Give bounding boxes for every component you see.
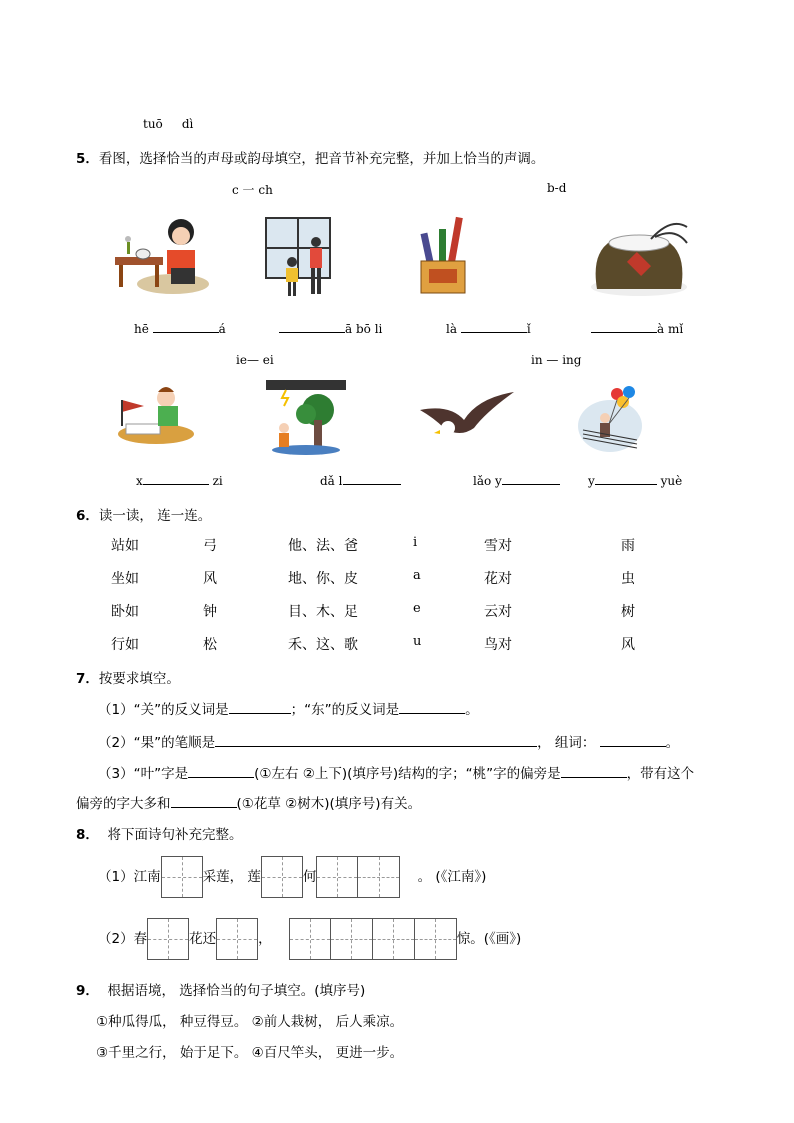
q7-blank-stroke-order[interactable] — [215, 734, 537, 747]
q7-line2-text-a: （2）“果”的笔顺是 — [98, 735, 216, 751]
q5-heading — [76, 147, 544, 167]
q6-col3-item[interactable]: 地、你、皮 — [288, 571, 358, 587]
q7-line2-text-c: 。 — [665, 735, 680, 751]
q6-col4-item[interactable]: i — [413, 535, 418, 550]
q5-hint-in-ing: in — ing — [531, 353, 582, 367]
balloon-music-boy-image — [577, 382, 643, 456]
q8-line2-text-c: ， — [258, 931, 272, 947]
q5-item-4 — [591, 320, 683, 336]
q5-item-3-pre: là — [446, 322, 457, 336]
q6-col1-item[interactable]: 坐如 — [111, 571, 139, 587]
q7-line3-text-b: (①左右 ②上下)(填序号)结构的字；“桃”字的偏旁是 — [254, 766, 561, 782]
q8-number: 8． — [76, 827, 99, 843]
q7-number: 7． — [76, 671, 99, 687]
q5-item-1-pre: hē — [134, 322, 149, 336]
q5-item-5-post: zi — [212, 474, 223, 488]
q7-line3-text-c: ，带有这个 — [626, 766, 695, 782]
tian-grid-row — [316, 856, 400, 898]
q9-number: 9． — [76, 983, 99, 999]
q6-col4-item[interactable]: a — [413, 568, 421, 583]
q5-item-6 — [320, 472, 401, 488]
q6-col2-item[interactable]: 钟 — [203, 604, 217, 620]
q6-col3-item[interactable]: 禾、这、歌 — [288, 637, 358, 653]
q5-item-8-blank[interactable] — [595, 472, 657, 485]
q5-item-3 — [446, 320, 531, 336]
crayons-image — [417, 211, 469, 299]
q6-col6-item[interactable]: 雨 — [621, 538, 635, 554]
q5-number: 5． — [76, 151, 99, 167]
q7-text: 按要求填空。 — [98, 671, 180, 687]
q6-col2-item[interactable]: 弓 — [203, 538, 217, 554]
tian-grid-box[interactable] — [147, 918, 189, 960]
q7-line1-text-c: 。 — [465, 702, 479, 718]
q6-col1-item[interactable]: 行如 — [111, 637, 139, 653]
q7-line1-text-b: ；“东”的反义词是 — [290, 702, 400, 718]
q5-text: 看图，选择恰当的声母或韵母填空，把音节补充完整，并加上恰当的声调。 — [98, 151, 545, 167]
q9-option-line: ①种瓜得瓜， 种豆得豆。 ②前人栽树， 后人乘凉。 — [96, 1014, 404, 1030]
tian-grid-box[interactable] — [316, 856, 358, 898]
rice-sack-image — [589, 217, 691, 299]
q7-line1 — [98, 698, 479, 718]
q7-line4-text-a: 偏旁的字大多和 — [76, 796, 171, 812]
q5-item-4-blank[interactable] — [591, 320, 657, 333]
q8-heading — [76, 823, 243, 843]
q6-col3-item[interactable]: 他、法、爸 — [288, 538, 358, 554]
q6-col4-item[interactable]: u — [413, 634, 422, 649]
q8-line2-text-b: 花还 — [189, 931, 217, 947]
top-pinyin — [143, 117, 193, 131]
q8-text: 将下面诗句补充完整。 — [107, 827, 243, 843]
q8-line1 — [98, 856, 486, 898]
q8-line2 — [98, 918, 521, 960]
q5-item-8-pre: y — [588, 474, 595, 488]
q7-blank-tao-radical[interactable] — [561, 765, 627, 778]
q7-line4 — [76, 792, 421, 812]
q5-item-5-pre: x — [136, 474, 143, 488]
q5-item-7 — [473, 472, 560, 488]
thunder-tree-image — [266, 380, 346, 456]
q5-hint-b-d: b-d — [547, 181, 567, 195]
tian-grid-box[interactable] — [373, 918, 415, 960]
tian-grid-row — [289, 918, 457, 960]
tian-grid-box[interactable] — [358, 856, 400, 898]
q5-item-6-pre: dǎ l — [320, 474, 343, 488]
q5-item-6-blank[interactable] — [343, 472, 401, 485]
q7-line3 — [98, 762, 694, 782]
q6-heading — [76, 504, 211, 524]
pinyin-tuo: tuō — [143, 117, 163, 131]
tian-grid-box[interactable] — [331, 918, 373, 960]
q6-col5-item[interactable]: 花对 — [484, 571, 512, 587]
q6-col4-item[interactable]: e — [413, 601, 421, 616]
q7-blank-meaning[interactable] — [171, 795, 237, 808]
q8-line2-text-d: 惊。(《画》) — [456, 931, 522, 947]
eagle-image — [418, 388, 516, 448]
q8-line1-text-b: 采莲， 莲 — [202, 869, 261, 885]
q5-item-3-post: ǐ — [526, 322, 531, 336]
q7-heading — [76, 667, 180, 687]
q9-option-line: ③千里之行， 始于足下。 ④百尺竿头， 更进一步。 — [96, 1045, 404, 1061]
q5-item-3-blank[interactable] — [461, 320, 527, 333]
q5-item-2-post: ā bō li — [345, 322, 383, 336]
q6-col5-item[interactable]: 云对 — [484, 604, 512, 620]
q7-blank-guan[interactable] — [229, 701, 291, 714]
drinking-tea-girl-image — [113, 212, 211, 296]
q7-blank-ye-structure[interactable] — [188, 765, 254, 778]
q7-blank-word[interactable] — [600, 734, 666, 747]
q6-col1-item[interactable]: 卧如 — [111, 604, 139, 620]
cleaning-window-image — [264, 216, 332, 300]
q8-line1-text-c: 何 — [302, 869, 317, 885]
q6-col2-item[interactable]: 风 — [203, 571, 217, 587]
q5-item-1-blank[interactable] — [153, 320, 219, 333]
q5-item-4-post: à mǐ — [657, 322, 684, 336]
q6-col6-item[interactable]: 树 — [621, 604, 635, 620]
pinyin-di: dì — [181, 117, 194, 131]
q6-col6-item[interactable]: 虫 — [621, 571, 635, 587]
q7-line2 — [98, 731, 679, 751]
q6-col2-item[interactable]: 松 — [203, 637, 217, 653]
q5-item-1-post: á — [218, 322, 226, 336]
q7-line2-text-b: ， 组词： — [537, 735, 596, 751]
q5-item-7-pre: lǎo y — [473, 474, 502, 488]
q9-heading — [76, 979, 365, 999]
tian-grid-box[interactable] — [161, 856, 203, 898]
q6-col5-item[interactable]: 雪对 — [484, 538, 512, 554]
q8-line1-text-d: 。 (《江南》) — [417, 869, 487, 885]
tian-grid-box[interactable] — [261, 856, 303, 898]
tian-grid-box[interactable] — [415, 918, 457, 960]
q7-blank-dong[interactable] — [399, 701, 465, 714]
q5-item-2 — [279, 320, 382, 336]
q6-number: 6． — [76, 508, 99, 524]
q5-item-8 — [588, 472, 682, 488]
q5-hint-c-ch: c 一 ch — [232, 183, 273, 197]
q5-item-2-blank[interactable] — [279, 320, 345, 333]
q8-line1-text-a: （1）江南 — [98, 869, 161, 885]
q5-item-5-blank[interactable] — [143, 472, 209, 485]
q6-col1-item[interactable]: 站如 — [111, 538, 139, 554]
q8-line2-text-a: （2）春 — [98, 931, 148, 947]
q5-hint-ie-ei: ie— ei — [236, 353, 274, 367]
q9-text: 根据语境， 选择恰当的句子填空。(填序号) — [107, 983, 366, 999]
writing-boy-image — [116, 382, 196, 446]
q5-item-7-blank[interactable] — [502, 472, 560, 485]
q6-col6-item[interactable]: 风 — [621, 637, 635, 653]
q5-item-1 — [134, 320, 226, 336]
q6-col5-item[interactable]: 鸟对 — [484, 637, 512, 653]
q6-col3-item[interactable]: 目、木、足 — [288, 604, 358, 620]
q7-line1-text-a: （1）“关”的反义词是 — [98, 702, 229, 718]
q7-line3-text-a: （3）“叶”字是 — [98, 766, 189, 782]
tian-grid-box[interactable] — [216, 918, 258, 960]
q7-line4-text-b: (①花草 ②树木)(填序号)有关。 — [236, 796, 422, 812]
q5-item-5 — [136, 472, 223, 488]
q6-text: 读一读， 连一连。 — [98, 508, 212, 524]
tian-grid-box[interactable] — [289, 918, 331, 960]
q5-item-8-post: yuè — [660, 474, 683, 488]
